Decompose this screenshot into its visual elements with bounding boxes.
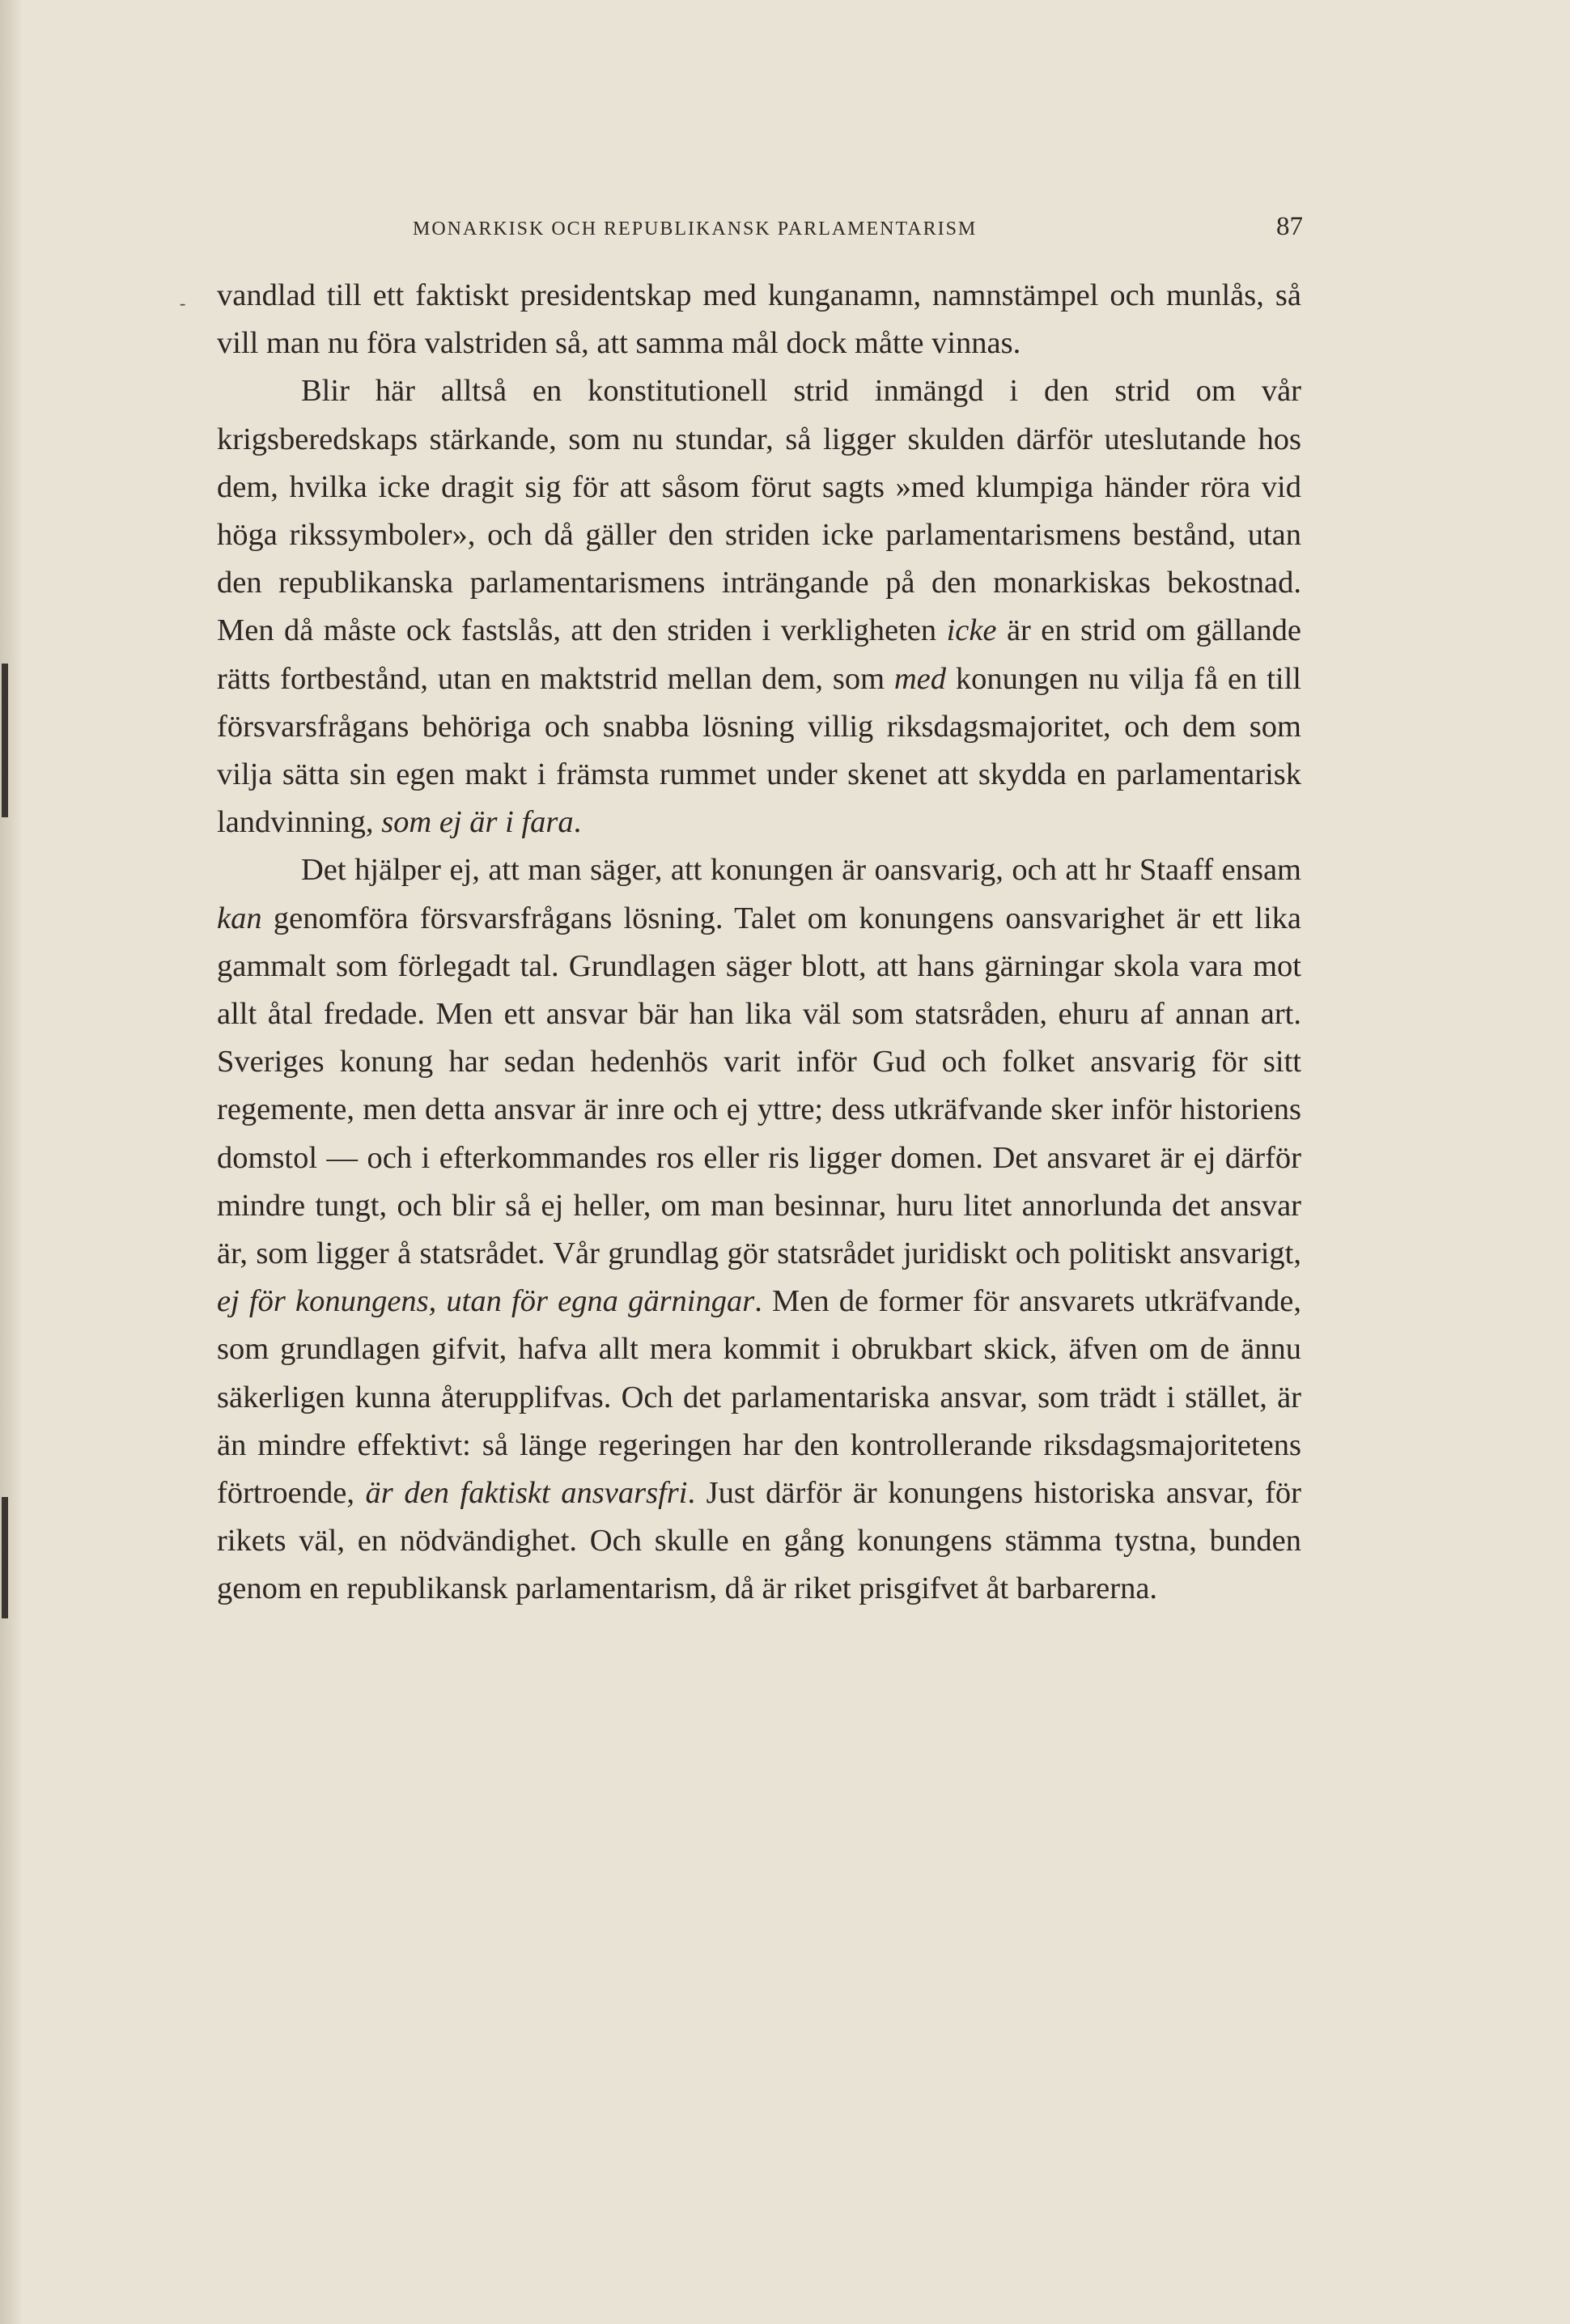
paragraph-1-text: vandlad till ett faktiskt presidentskap med kunganamn, namnstämpel och munlås, så vill man nu föra valstriden så, att samma mål dock måtte vinnas. — [217, 278, 1301, 361]
paragraph-1 — [217, 272, 1301, 367]
text-body — [217, 272, 1301, 1614]
page-edge-shadow — [0, 0, 21, 2324]
paragraph-3-text-a: Det hjälper ej, att man säger, att konungen är oansvarig, och att hr Staaff ensam — [301, 853, 1301, 888]
paragraph-3-italic-2: ej för konungens, utan för egna gärningar — [217, 1284, 755, 1319]
running-head — [219, 212, 1303, 248]
paragraph-3-text-d: . Just därför är konungens historiska ansvar, för rikets väl, en nödvändighet. Och skulle en gång konungens stämma tystna, bunden genom en republikansk parlamentarism, då är riket prisgifvet åt barbarerna. — [217, 1476, 1301, 1606]
paragraph-2-italic-3: som ej är i fara — [381, 805, 574, 840]
paragraph-2-text-a: Blir här alltså en konstitutionell strid inmängd i den strid om vår krigsberedskaps stärkande, som nu stundar, så ligger skulden därför uteslutande hos dem, hvilka icke dragit sig för att såsom förut sagts »med klumpiga händer röra vid höga rikssymboler», och då gäller den striden icke parlamentarismens bestånd, utan den republikanska parlamentarismens inträngande på den monarkiskas bekostnad. Men då måste ock fastslås, att den striden i verkligheten — [217, 374, 1301, 648]
paragraph-2-italic-2: med — [893, 661, 947, 696]
paragraph-3-text-c: . Men de former för ansvarets utkräfvande, som grundlagen gifvit, hafva allt mera kommit i obrukbart skick, äfven om de ännu säkerligen kunna återupplifvas. Och det parlamentariska ansvar, som trädt i stället, är än mindre effektivt: så länge regeringen har den kontrollerande riksdagsmajoritetens förtroende, — [217, 1284, 1301, 1511]
page-number: 87 — [1276, 212, 1303, 241]
margin-tick-mark: - — [180, 293, 186, 313]
paragraph-2-text-d: . — [573, 805, 582, 840]
binding-mark — [2, 1497, 8, 1618]
paragraph-3-italic-3: är den faktiskt ansvarsfri — [365, 1476, 688, 1511]
paragraph-2 — [217, 367, 1301, 846]
paragraph-3 — [217, 846, 1301, 1613]
paragraph-2-italic-1: icke — [946, 613, 997, 648]
running-title: MONARKISK OCH REPUBLIKANSK PARLAMENTARISM — [413, 218, 978, 240]
paragraph-3-italic-1: kan — [217, 901, 262, 935]
paragraph-2-text-b: är en strid om gällande rätts fortbestånd, utan en maktstrid mellan dem, som — [217, 613, 1301, 696]
paragraph-3-text-b: genomföra försvarsfrågans lösning. Talet om konungens oansvarighet är ett lika gammalt som förlegadt tal. Grundlagen säger blott, att hans gärningar skola vara mot allt åtal fredade. Men ett ansvar bär han lika väl som statsråden, ehuru af annan art. Sveriges konung har sedan hedenhös varit inför Gud och folket ansvarig för sitt regemente, men detta ansvar är inre och ej yttre; dess utkräfvande sker inför historiens domstol — och i efterkommandes ros eller ris ligger domen. Det ansvaret är ej därför mindre tungt, och blir så ej heller, om man besinnar, huru litet annorlunda det ansvar är, som ligger å statsrådet. Vår grundlag gör statsrådet juridiskt och politiskt ansvarigt, — [217, 901, 1301, 1271]
binding-mark — [2, 664, 8, 817]
paragraph-2-text-c: konungen nu vilja få en till försvarsfrågans behöriga och snabba lösning villig riksdagsmajoritet, och dem som vilja sätta sin egen makt i främsta rummet under skenet att skydda en parlamentarisk landvinning, — [217, 661, 1301, 840]
